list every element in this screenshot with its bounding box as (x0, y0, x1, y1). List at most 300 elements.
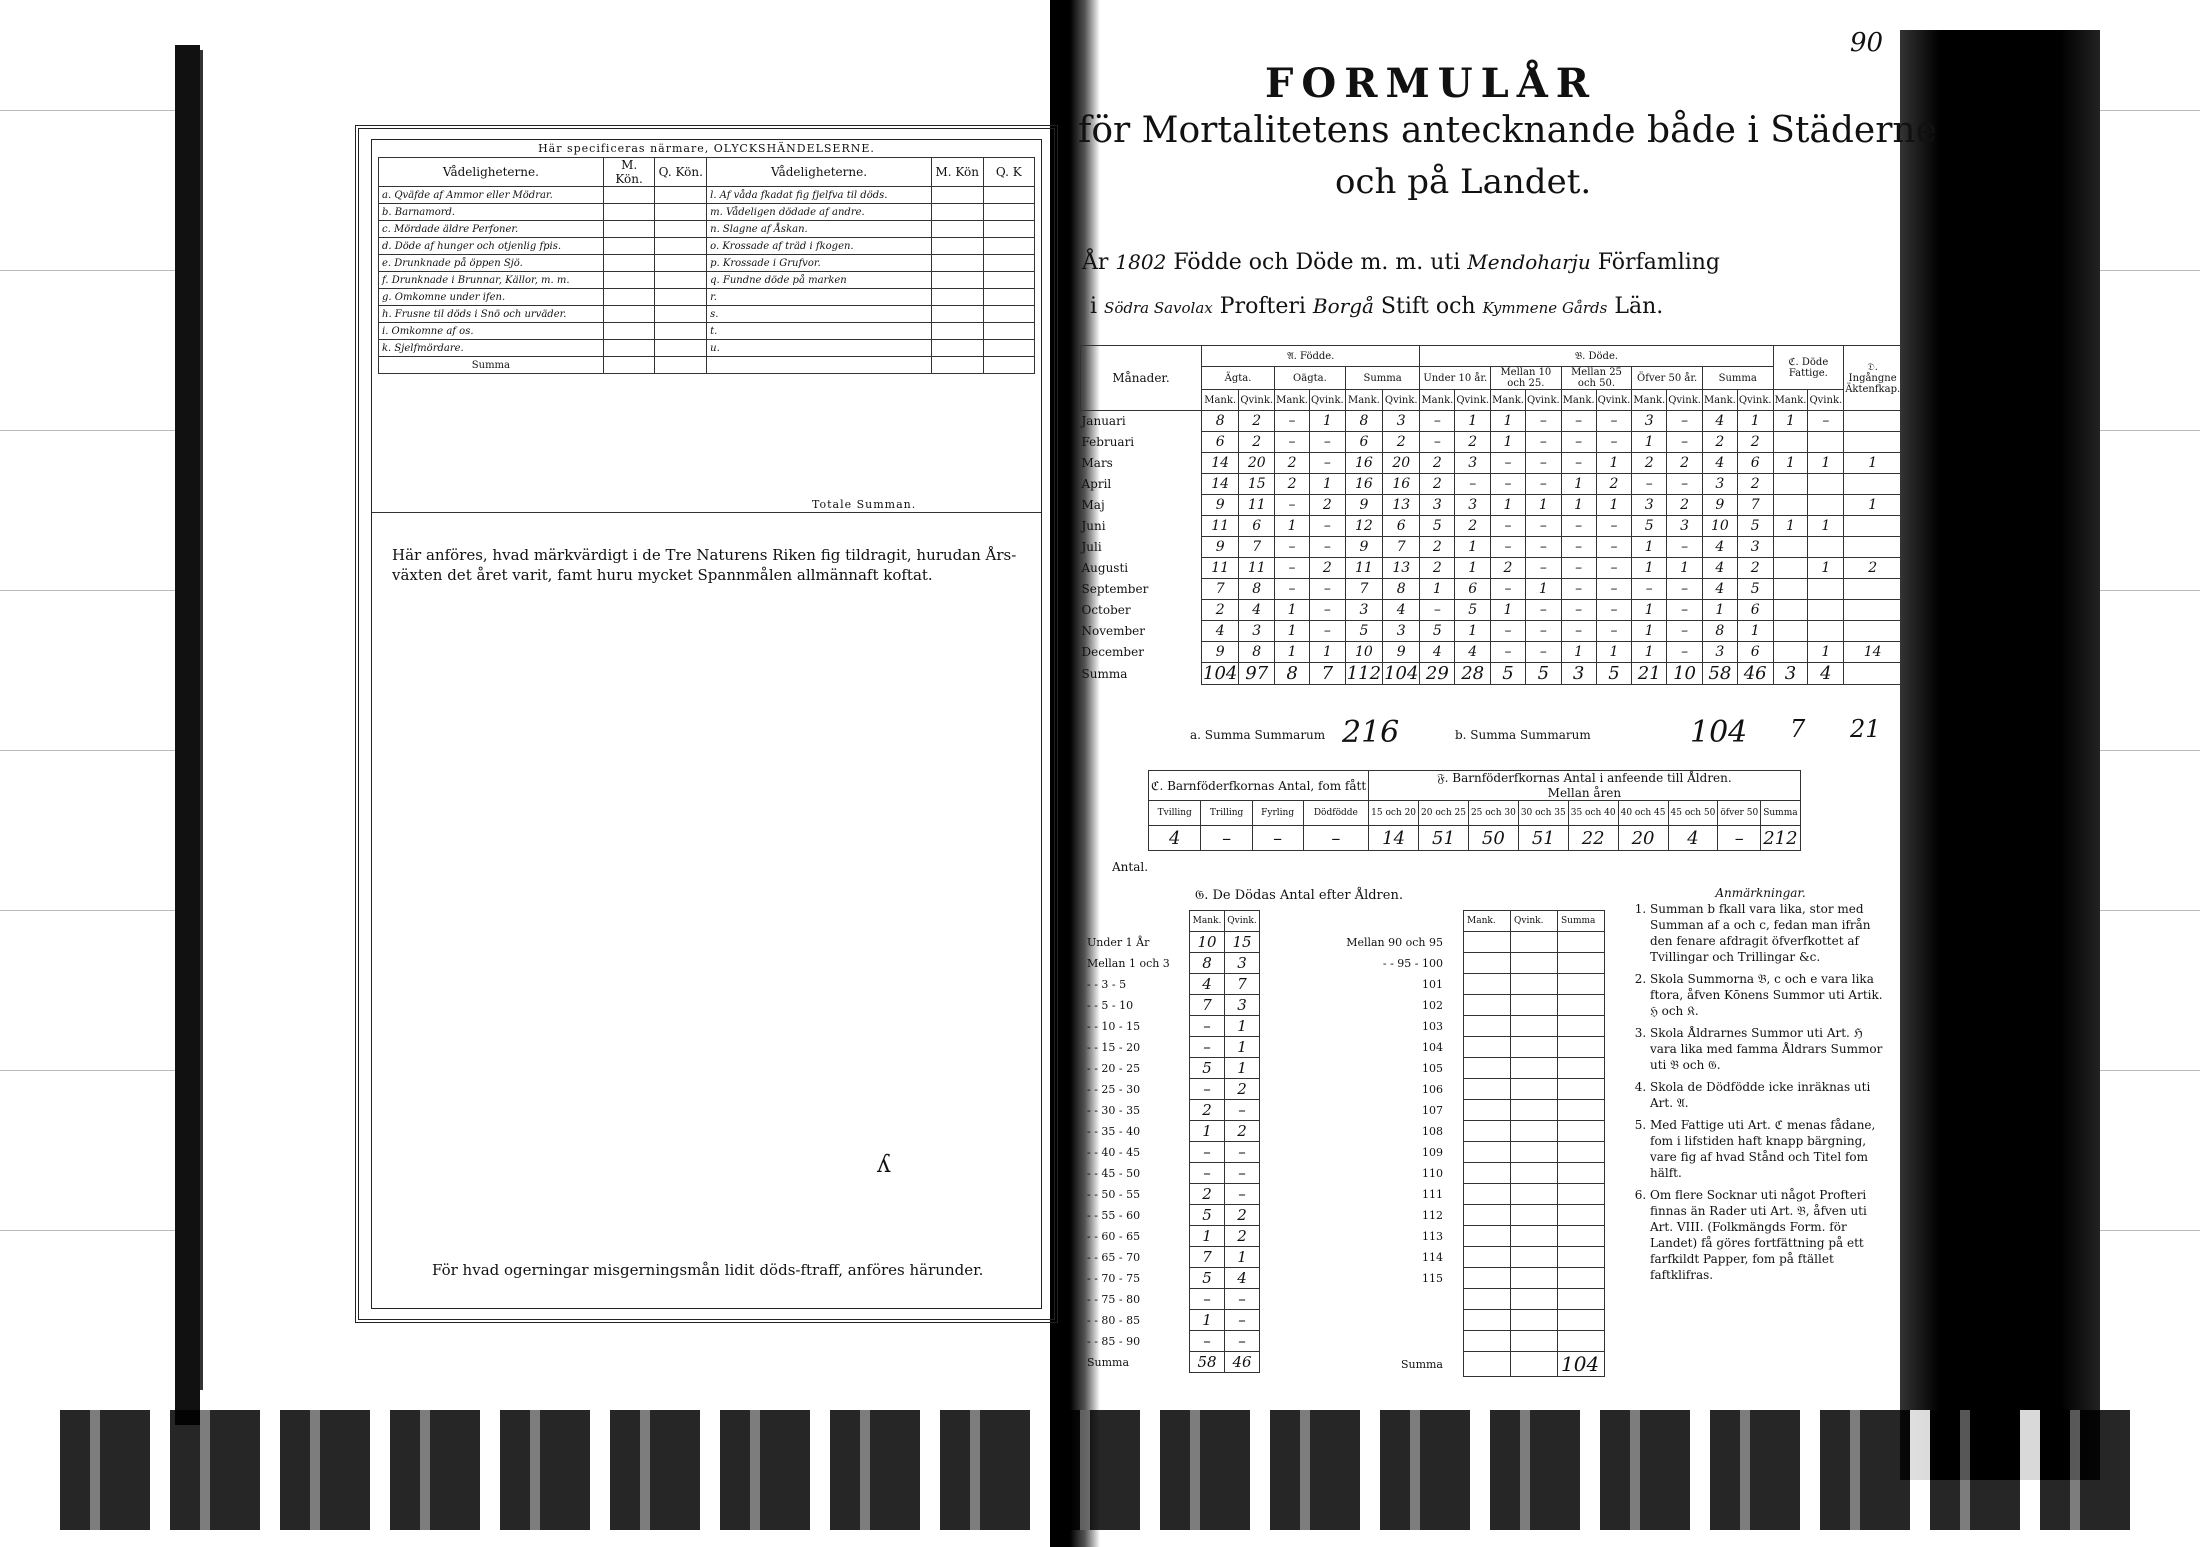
table-cell: 4 (1702, 579, 1737, 600)
table-cell: 3 (1455, 453, 1491, 474)
age2-row (1320, 1142, 1605, 1163)
accident-item: b. Barnamord. (379, 204, 604, 221)
summa-summarum-b-label: b. Summa Summarum (1455, 728, 1591, 742)
col-group-d: 𝔇. Ingångne Äktenfkap. (1844, 346, 1902, 411)
table-cell: – (1561, 453, 1596, 474)
table-row (1081, 495, 1902, 516)
table-row (1081, 558, 1902, 579)
table-cell: – (1561, 411, 1596, 432)
col-mkon-2: M. Kön (931, 158, 983, 187)
age2-summa (1558, 1121, 1605, 1142)
antal-value: 14 (1369, 826, 1419, 851)
summa-cell: 104 (1384, 663, 1419, 684)
col-group-b: 𝔅. Döde. (1420, 346, 1773, 367)
age-label: - - 55 - 60 (1087, 1208, 1141, 1222)
summa-cell: 4 (1808, 663, 1844, 685)
age-label: - - 65 - 70 (1087, 1250, 1141, 1264)
table-row (1081, 432, 1902, 453)
age2-row (1320, 1268, 1605, 1289)
table-cell: 1 (1309, 411, 1345, 432)
e-col: Fyrling (1252, 801, 1303, 826)
age2-mank (1464, 1226, 1511, 1247)
table-cell (1773, 432, 1808, 453)
table-cell: – (1667, 579, 1703, 600)
e-col: Tvilling (1149, 801, 1201, 826)
table-cell: 4 (1239, 600, 1275, 621)
table-cell: 6 (1239, 516, 1275, 537)
table-cell: – (1596, 516, 1632, 537)
remarks-title: Anmärkningar. (1715, 886, 1806, 900)
table-cell: – (1275, 579, 1310, 600)
table-cell: 1 (1737, 621, 1773, 642)
age-row (1085, 974, 1260, 995)
table-cell: 2 (1844, 558, 1902, 579)
age2-qvink (1511, 1352, 1558, 1377)
age2-summa (1558, 953, 1605, 974)
prosteri-name: Södra Savolax (1104, 299, 1213, 317)
table-cell: 1 (1632, 621, 1667, 642)
age-mank: 1 (1190, 1226, 1225, 1247)
table-cell: 3 (1455, 495, 1491, 516)
col-mank-2: Mank. (1464, 911, 1511, 932)
table-cell: 1 (1275, 642, 1310, 663)
age-row (1085, 932, 1260, 953)
accident-item: n. Slagne af Åskan. (707, 221, 932, 238)
age-qvink: – (1225, 1100, 1260, 1121)
table-cell: 6 (1202, 432, 1239, 453)
age2-label: - - 95 - 100 (1382, 956, 1443, 970)
accident-item: e. Drunknade på öppen Sjö. (379, 255, 604, 272)
col-o50: Öfver 50 år. (1632, 367, 1703, 390)
left-frame (355, 125, 1058, 1323)
table-cell: 3 (1632, 495, 1667, 516)
table-cell: – (1561, 579, 1596, 600)
table-cell: – (1491, 621, 1526, 642)
table-row (1081, 453, 1902, 474)
age2-summa (1558, 1163, 1605, 1184)
header-line-2 (1090, 294, 1663, 319)
age-qvink: 2 (1225, 1121, 1260, 1142)
table-cell: 2 (1420, 474, 1455, 495)
accident-item: p. Krossade i Grufvor. (707, 255, 932, 272)
summa-cell: 46 (1737, 663, 1773, 685)
table-cell: 5 (1345, 621, 1382, 642)
table-cell: 10 (1345, 642, 1382, 663)
col-mank: Mank. (1773, 390, 1808, 411)
age2-label: 114 (1422, 1250, 1443, 1264)
table-cell: 2 (1383, 432, 1420, 453)
e-col: Trilling (1201, 801, 1252, 826)
table-cell: – (1491, 516, 1526, 537)
col-qvink: Qvink. (1525, 390, 1561, 411)
table-cell: 14 (1202, 474, 1239, 495)
age-mank: – (1190, 1289, 1225, 1310)
table-cell: 7 (1202, 579, 1239, 600)
table-cell: 14 (1202, 453, 1239, 474)
accident-item: t. (707, 323, 932, 340)
table-cell: – (1309, 537, 1345, 558)
age-row (1085, 1142, 1260, 1163)
accident-item: s. (707, 306, 932, 323)
table-row (1081, 579, 1902, 600)
col-mank: Mank. (1561, 390, 1596, 411)
col-m1025: Mellan 10 och 25. (1491, 367, 1562, 390)
age2-label: 113 (1422, 1229, 1443, 1243)
age2-label: 106 (1422, 1082, 1443, 1096)
col-mank: Mank. (1702, 390, 1737, 411)
age2-row (1320, 1289, 1605, 1310)
age2-qvink (1511, 1163, 1558, 1184)
age-label: - - 70 - 75 (1087, 1271, 1141, 1285)
forsamling-label: Förfamling (1597, 250, 1721, 275)
age2-qvink (1511, 995, 1558, 1016)
age2-row (1320, 1016, 1605, 1037)
table-cell: – (1667, 411, 1703, 432)
age2-row (1320, 1079, 1605, 1100)
table-cell: – (1667, 600, 1703, 621)
table-cell (1808, 579, 1844, 600)
table-cell: – (1275, 495, 1310, 516)
table-cell (1808, 495, 1844, 516)
age2-label: 109 (1422, 1145, 1443, 1159)
age2-label (1320, 1310, 1464, 1331)
nature-note: Här anföres, hvad märkvärdigt i de Tre Naturens Riken fig tildragit, hurudan Års-växten det året varit, famt huru mycket Spannmålen allmännaft koftat. (392, 546, 1017, 584)
table-cell: 1 (1525, 579, 1561, 600)
summa-cell: 112 (1346, 663, 1382, 684)
table-cell (1808, 537, 1844, 558)
age-table-2 (1320, 910, 1605, 1377)
summa-cell: 104 (1203, 663, 1238, 684)
col-mank: Mank. (1420, 390, 1455, 411)
age-mank: 4 (1190, 974, 1225, 995)
age2-row (1320, 1058, 1605, 1079)
table-cell: 20 (1383, 453, 1420, 474)
summa-cell: 5 (1596, 663, 1632, 685)
age2-mank (1464, 1352, 1511, 1377)
table-row (1081, 642, 1902, 663)
summa-cell: 7 (1309, 663, 1345, 685)
summa-cell: 5 (1525, 663, 1561, 685)
summa-cell: 21 (1632, 663, 1667, 685)
month-label: Februari (1081, 432, 1202, 453)
accident-item: i. Omkomne af os. (379, 323, 604, 340)
col-qkon-1: Q. Kön. (655, 158, 707, 187)
table-cell: 1 (1455, 411, 1491, 432)
f-col: 25 och 30 (1468, 801, 1518, 826)
col-qvink: Qvink. (1737, 390, 1773, 411)
table-cell: – (1667, 642, 1703, 663)
age2-mank (1464, 1205, 1511, 1226)
table-cell (1773, 600, 1808, 621)
col-qvink: Qvink. (1383, 390, 1420, 411)
remarks (1628, 885, 1893, 1289)
age2-qvink (1511, 1268, 1558, 1289)
age-row (1085, 1100, 1260, 1121)
table-cell: – (1309, 621, 1345, 642)
table-cell: – (1525, 453, 1561, 474)
age-qvink: 7 (1225, 974, 1260, 995)
month-label: December (1081, 642, 1202, 663)
table-cell: 14 (1844, 642, 1902, 663)
table-cell: 2 (1455, 432, 1491, 453)
age-label: - - 15 - 20 (1087, 1040, 1141, 1054)
age-mank: 8 (1190, 953, 1225, 974)
table-cell: 1 (1773, 516, 1808, 537)
age2-qvink (1511, 1310, 1558, 1331)
table-cell: 1 (1491, 600, 1526, 621)
age2-label: 105 (1422, 1061, 1443, 1075)
table-cell: 1 (1309, 642, 1345, 663)
table-cell: 11 (1239, 558, 1275, 579)
col-group-c: ℭ. Döde Fattige. (1773, 346, 1844, 390)
age2-qvink (1511, 974, 1558, 995)
age-label: - - 5 - 10 (1087, 998, 1134, 1012)
age2-qvink (1511, 1226, 1558, 1247)
age2-label: 115 (1422, 1271, 1443, 1285)
table-cell: – (1491, 453, 1526, 474)
age2-mank (1464, 1016, 1511, 1037)
month-label: Juni (1081, 516, 1202, 537)
table-cell: 8 (1383, 579, 1420, 600)
col-qvink: Qvink. (1667, 390, 1703, 411)
table-cell: 1 (1596, 453, 1632, 474)
table-cell (1808, 432, 1844, 453)
age-mank: 2 (1190, 1184, 1225, 1205)
remark-item: 5. Med Fattige uti Art. ℭ menas fådane, fom i lifstiden haft knapp bärgning, vare fig af hvad Stånd och Titel fom hälft. (1650, 1117, 1893, 1181)
g-title: 𝔊. De Dödas Antal efter Åldren. (1195, 888, 1403, 903)
antal-value: 20 (1618, 826, 1668, 851)
table-cell: 1 (1455, 558, 1491, 579)
table-cell (1808, 600, 1844, 621)
month-label: Mars (1081, 453, 1202, 474)
summa-cell: 29 (1420, 663, 1455, 685)
table-cell: – (1491, 579, 1526, 600)
col-qvink: Qvink. (1808, 390, 1844, 411)
col-mkon-1: M. Kön. (603, 158, 655, 187)
age2-label: Mellan 90 och 95 (1346, 935, 1443, 949)
age-row (1085, 1289, 1260, 1310)
table-cell: 5 (1737, 579, 1773, 600)
table-cell: – (1275, 432, 1310, 453)
table-cell: – (1525, 621, 1561, 642)
table-cell: – (1455, 474, 1491, 495)
table-cell: 2 (1632, 453, 1667, 474)
age2-row (1320, 953, 1605, 974)
born-died-label: Födde och Döde m. m. uti (1173, 250, 1461, 275)
ar-label: År (1082, 250, 1109, 275)
table-cell: 1 (1596, 495, 1632, 516)
table-cell: – (1275, 537, 1310, 558)
table-cell: – (1525, 537, 1561, 558)
table-cell: – (1309, 516, 1345, 537)
age2-label: 107 (1422, 1103, 1443, 1117)
table-cell: 6 (1737, 600, 1773, 621)
table-cell: – (1596, 600, 1632, 621)
age-label: - - 45 - 50 (1087, 1166, 1141, 1180)
age-row (1085, 953, 1260, 974)
table-cell: 1 (1632, 600, 1667, 621)
table-cell: 2 (1667, 495, 1703, 516)
table-cell: 2 (1455, 516, 1491, 537)
age2-summa (1558, 974, 1605, 995)
age2-label: 111 (1422, 1187, 1443, 1201)
table-cell: 2 (1667, 453, 1703, 474)
table-cell (1844, 621, 1902, 642)
table-cell (1808, 621, 1844, 642)
age2-qvink (1511, 1058, 1558, 1079)
age-row (1085, 1058, 1260, 1079)
summa-summarum-a-label: a. Summa Summarum (1190, 728, 1326, 742)
table-cell: 3 (1632, 411, 1667, 432)
age2-mank (1464, 1058, 1511, 1079)
age2-mank (1464, 1121, 1511, 1142)
age2-label: 102 (1422, 998, 1443, 1012)
age-table-1 (1085, 910, 1260, 1373)
table-cell (1808, 474, 1844, 495)
age-mank: – (1190, 1016, 1225, 1037)
table-cell: 2 (1702, 432, 1737, 453)
f-col: 20 och 25 (1419, 801, 1469, 826)
pen-mark: ʎ (877, 1150, 891, 1178)
col-fodde-summa: Summa (1345, 367, 1420, 390)
month-label: September (1081, 579, 1202, 600)
table-cell: – (1491, 537, 1526, 558)
table-cell (1844, 537, 1902, 558)
table-cell: 1 (1561, 642, 1596, 663)
table-cell: – (1525, 432, 1561, 453)
age2-row (1320, 1247, 1605, 1268)
table-cell: 2 (1275, 453, 1310, 474)
accident-item: h. Frusne til döds i Snö och urväder. (379, 306, 604, 323)
age-label: - - 75 - 80 (1087, 1292, 1141, 1306)
antal-value: 212 (1761, 826, 1800, 851)
age-mank: 7 (1190, 995, 1225, 1016)
age2-summa (1558, 1100, 1605, 1121)
age2-label: 104 (1422, 1040, 1443, 1054)
table-cell: 2 (1420, 558, 1455, 579)
f-title: 𝔉. Barnföderfkornas Antal i anfeende till Åldren. Mellan åren (1369, 771, 1800, 801)
table-cell: 8 (1239, 579, 1275, 600)
age-row (1085, 1310, 1260, 1331)
table-cell: 1 (1491, 495, 1526, 516)
antal-value: – (1718, 826, 1761, 851)
table-cell: – (1275, 411, 1310, 432)
age2-mank (1464, 1163, 1511, 1184)
form-subtitle-2: och på Landet. (1335, 162, 1592, 202)
col-qvink: Qvink. (1596, 390, 1632, 411)
summa-cell: 3 (1561, 663, 1596, 685)
age-mank: – (1190, 1079, 1225, 1100)
age2-mank (1464, 1142, 1511, 1163)
col-mank: Mank. (1345, 390, 1382, 411)
age2-label: 112 (1422, 1208, 1443, 1222)
col-mank: Mank. (1190, 911, 1225, 932)
summa-summarum-c: 7 (1790, 715, 1806, 743)
table-cell: 7 (1239, 537, 1275, 558)
summa-cell: 28 (1455, 663, 1491, 685)
age-row (1085, 1226, 1260, 1247)
remark-item: 6. Om flere Socknar uti något Profteri finnas än Rader uti Art. 𝔅, åfven uti Art. VIII. (Folkmängds Form. för Landet) få göres fortfättning på ett farfkildt Papper, fom på ftället faftklifras. (1650, 1187, 1893, 1283)
table-cell: – (1275, 558, 1310, 579)
age2-summa (1558, 1205, 1605, 1226)
table-cell: 3 (1702, 642, 1737, 663)
parish-name: Mendoharju (1467, 250, 1591, 274)
age-mank: 1 (1190, 1121, 1225, 1142)
table-cell: – (1596, 579, 1632, 600)
table-cell: 1 (1275, 621, 1310, 642)
table-cell: – (1525, 516, 1561, 537)
table-cell: 1 (1561, 495, 1596, 516)
col-qvink: Qvink. (1239, 390, 1275, 411)
accident-item: u. (707, 340, 932, 357)
table-cell: 1 (1632, 432, 1667, 453)
table-row (1081, 621, 1902, 642)
age2-qvink (1511, 932, 1558, 953)
stift-label: Stift och (1380, 294, 1476, 319)
age2-row (1320, 1163, 1605, 1184)
age2-qvink (1511, 953, 1558, 974)
table-cell: 6 (1737, 642, 1773, 663)
table-cell: 1 (1561, 474, 1596, 495)
month-label: Juli (1081, 537, 1202, 558)
table-row (1081, 600, 1902, 621)
table-cell: 5 (1632, 516, 1667, 537)
age2-row (1320, 974, 1605, 995)
age-qvink: 15 (1225, 932, 1260, 953)
table-cell: 6 (1345, 432, 1382, 453)
age2-qvink (1511, 1121, 1558, 1142)
table-cell: 2 (1737, 558, 1773, 579)
table-cell (1844, 579, 1902, 600)
table-cell: – (1632, 474, 1667, 495)
table-cell: 2 (1239, 432, 1275, 453)
table-cell: – (1309, 600, 1345, 621)
month-label: April (1081, 474, 1202, 495)
table-cell (1773, 474, 1808, 495)
summa-summarum-a: 216 (1342, 715, 1400, 750)
age-label: - - 80 - 85 (1087, 1313, 1141, 1327)
table-cell: 6 (1455, 579, 1491, 600)
table-cell: 1 (1773, 453, 1808, 474)
age-label: Under 1 År (1087, 935, 1150, 949)
age-row (1085, 1352, 1260, 1373)
age-qvink: 1 (1225, 1016, 1260, 1037)
col-vadelig-2: Vådeligheterne. (707, 158, 932, 187)
age-mank: 58 (1190, 1352, 1225, 1373)
table-cell: 1 (1632, 558, 1667, 579)
summa-cell (1844, 663, 1902, 685)
table-cell: 1 (1773, 411, 1808, 432)
age2-mank (1464, 1037, 1511, 1058)
table-cell: 7 (1345, 579, 1382, 600)
age2-summa (1558, 1331, 1605, 1352)
antal-value: 51 (1518, 826, 1568, 851)
age-qvink: 2 (1225, 1079, 1260, 1100)
table-cell: 1 (1455, 621, 1491, 642)
table-cell: 1 (1667, 558, 1703, 579)
page-number: 90 (1850, 28, 1884, 58)
age2-qvink (1511, 1289, 1558, 1310)
age2-row (1320, 1352, 1605, 1377)
accident-item: f. Drunknade i Brunnar, Källor, m. m. (379, 272, 604, 289)
age-mank: – (1190, 1142, 1225, 1163)
col-oagta: Oägta. (1275, 367, 1346, 390)
age-qvink: – (1225, 1289, 1260, 1310)
age2-summa (1558, 932, 1605, 953)
age2-summa (1558, 1268, 1605, 1289)
table-cell: – (1667, 474, 1703, 495)
age-qvink: 2 (1225, 1205, 1260, 1226)
